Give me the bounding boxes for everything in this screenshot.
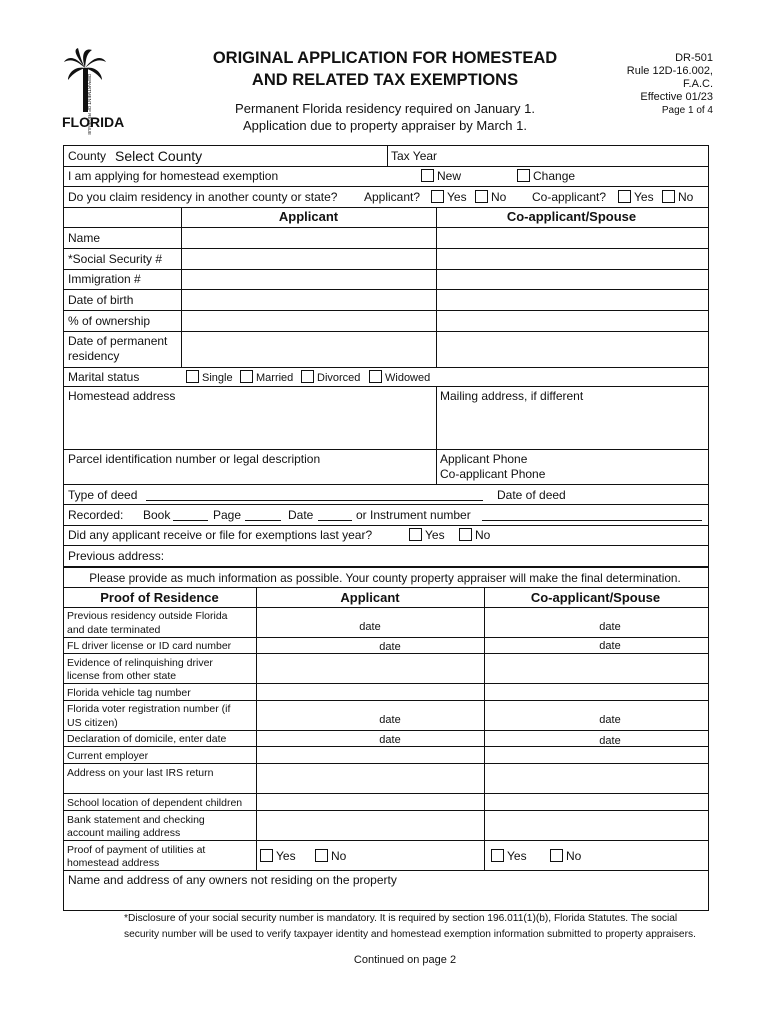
proof-domicile: Declaration of domicile, enter date <box>67 733 227 745</box>
sub-line2: Application due to property appraiser by March 1. <box>243 118 527 133</box>
disclosure-line1: *Disclosure of your social security number is mandatory. It is required by section 196.011(1)(b), Florida Statutes. The social <box>124 913 678 924</box>
proof-prev-residency-1: Previous residency outside Florida <box>67 610 228 622</box>
checkbox[interactable] <box>369 370 382 383</box>
date-applicant-residency: date <box>359 621 381 633</box>
date-applicant-voter: date <box>379 714 401 726</box>
date-label: Date <box>288 508 314 522</box>
row-perm-res-1: Date of permanent <box>68 334 168 348</box>
parcel-label: Parcel identification number or legal description <box>68 452 321 466</box>
proof-driver-license: FL driver license or ID card number <box>67 640 232 652</box>
applicant-yes-option[interactable]: Yes <box>431 190 467 204</box>
checkbox[interactable] <box>301 370 314 383</box>
checkbox[interactable] <box>315 849 328 862</box>
logo-word: FLORIDA <box>62 114 125 130</box>
marital-label: Marital status <box>68 370 140 384</box>
checkbox[interactable] <box>240 370 253 383</box>
coapplicant-question: Co-applicant? <box>532 190 607 204</box>
proof-relinquish-2: license from other state <box>67 670 177 682</box>
change-checkbox[interactable] <box>517 169 530 182</box>
book-line[interactable] <box>173 520 208 521</box>
row-immigration: Immigration # <box>68 272 141 286</box>
date-of-deed-label: Date of deed <box>497 488 566 502</box>
page-number: Page 1 of 4 <box>661 105 713 116</box>
coapplicant-phone-label: Co-applicant Phone <box>440 467 546 481</box>
utilities-applicant-yes[interactable]: Yes <box>260 849 296 863</box>
checkbox[interactable] <box>260 849 273 862</box>
date-coapplicant-license: date <box>599 640 621 652</box>
proof-prev-residency-2: and date terminated <box>67 624 161 636</box>
title-line2: AND RELATED TAX EXEMPTIONS <box>251 71 519 89</box>
date-line[interactable] <box>318 520 352 521</box>
type-of-deed-label: Type of deed <box>68 488 138 502</box>
proof-school: School location of dependent children <box>67 797 243 809</box>
fac: F.A.C. <box>683 78 713 90</box>
col-proof: Proof of Residence <box>100 590 219 605</box>
col-coapplicant: Co-applicant/Spouse <box>506 209 637 224</box>
applicant-no-option[interactable]: No <box>475 190 506 204</box>
row-name: Name <box>68 231 101 245</box>
coapplicant-no-option[interactable]: No <box>662 190 693 204</box>
previous-address-label: Previous address: <box>68 549 165 563</box>
applicant-question: Applicant? <box>364 190 421 204</box>
disclosure-line2: security number will be used to verify taxpayer identity and homestead exemption information submitted to property appraisers. <box>124 929 696 940</box>
proof-bank-2: account mailing address <box>67 827 181 839</box>
checkbox[interactable] <box>409 528 422 541</box>
proof-voter-1: Florida voter registration number (if <box>67 703 231 715</box>
checkbox[interactable] <box>550 849 563 862</box>
page-label: Page <box>213 508 242 522</box>
residency-question: Do you claim residency in another county or state? <box>68 190 338 204</box>
date-coapplicant-domicile: date <box>599 735 621 747</box>
date-applicant-license: date <box>379 641 401 653</box>
checkbox[interactable] <box>459 528 472 541</box>
proof-relinquish-1: Evidence of relinquishing driver <box>67 657 213 669</box>
checkbox[interactable] <box>491 849 504 862</box>
book-label: Book <box>143 508 171 522</box>
marital-married[interactable]: Married <box>240 370 293 385</box>
homestead-address-label: Homestead address <box>68 389 176 403</box>
change-option[interactable]: Change <box>517 169 575 183</box>
proof-note: Please provide as much information as possible. Your county property appraiser will make the final determination. <box>89 571 681 585</box>
applying-label: I am applying for homestead exemption <box>68 169 279 183</box>
prior-exempt-question: Did any applicant receive or file for exemptions last year? <box>68 528 373 542</box>
row-ownership: % of ownership <box>68 314 151 328</box>
utilities-coapplicant-no[interactable]: No <box>550 849 581 863</box>
form-id: DR-501 <box>675 52 713 64</box>
owners-not-residing-label: Name and address of any owners not residing on the property <box>68 873 397 887</box>
new-checkbox[interactable] <box>421 169 434 182</box>
type-of-deed-line[interactable] <box>146 500 483 501</box>
page-line[interactable] <box>245 520 281 521</box>
proof-utilities-1: Proof of payment of utilities at <box>67 844 206 856</box>
mailing-address-label: Mailing address, if different <box>440 389 584 403</box>
row-dob: Date of birth <box>68 293 134 307</box>
applicant-name-field[interactable] <box>182 228 435 248</box>
date-coapplicant-residency: date <box>599 621 621 633</box>
row-perm-res-2: residency <box>68 349 120 363</box>
proof-bank-1: Bank statement and checking <box>67 814 205 826</box>
col-proof-coapplicant: Co-applicant/Spouse <box>530 590 661 605</box>
instrument-label: or Instrument number <box>356 508 471 522</box>
effective: Effective 01/23 <box>640 91 713 103</box>
proof-employer: Current employer <box>67 750 149 762</box>
tax-year-label: Tax Year <box>391 149 438 163</box>
col-applicant: Applicant <box>278 209 339 224</box>
col-proof-applicant: Applicant <box>340 590 400 605</box>
checkbox[interactable] <box>475 190 488 203</box>
date-applicant-domicile: date <box>379 734 401 746</box>
utilities-applicant-no[interactable]: No <box>315 849 346 863</box>
checkbox[interactable] <box>431 190 444 203</box>
title-line1: ORIGINAL APPLICATION FOR HOMESTEAD <box>212 49 558 67</box>
instrument-line[interactable] <box>482 520 702 521</box>
checkbox[interactable] <box>618 190 631 203</box>
recorded-label: Recorded: <box>68 508 124 522</box>
proof-vehicle-tag: Florida vehicle tag number <box>67 687 191 699</box>
coapplicant-yes-option[interactable]: Yes <box>618 190 654 204</box>
prior-exempt-no[interactable]: No <box>459 528 490 542</box>
proof-voter-2: US citizen) <box>67 717 118 729</box>
rule: Rule 12D-16.002, <box>626 65 713 77</box>
county-label: County <box>68 149 107 163</box>
coapplicant-name-field[interactable] <box>437 228 707 248</box>
form-id-block <box>627 52 713 117</box>
county-select[interactable]: Select County <box>115 148 203 164</box>
marital-single[interactable]: Single <box>186 370 233 385</box>
checkbox[interactable] <box>186 370 199 383</box>
row-ssn: *Social Security # <box>68 252 163 266</box>
proof-utilities-2: homestead address <box>67 857 160 869</box>
continued-note: Continued on page 2 <box>353 954 457 966</box>
prior-exempt-yes[interactable]: Yes <box>409 528 445 542</box>
new-option[interactable]: New <box>421 169 461 183</box>
sub-line1: Permanent Florida residency required on January 1. <box>235 101 535 116</box>
checkbox[interactable] <box>662 190 675 203</box>
applicant-phone-label: Applicant Phone <box>440 452 528 466</box>
date-coapplicant-voter: date <box>599 714 621 726</box>
seal-text: DEPARTMENT OF REVENUE <box>87 74 92 136</box>
marital-divorced[interactable]: Divorced <box>301 370 360 385</box>
proof-irs-address: Address on your last IRS return <box>67 767 214 779</box>
utilities-coapplicant-yes[interactable]: Yes <box>491 849 527 863</box>
marital-widowed[interactable]: Widowed <box>369 370 430 385</box>
